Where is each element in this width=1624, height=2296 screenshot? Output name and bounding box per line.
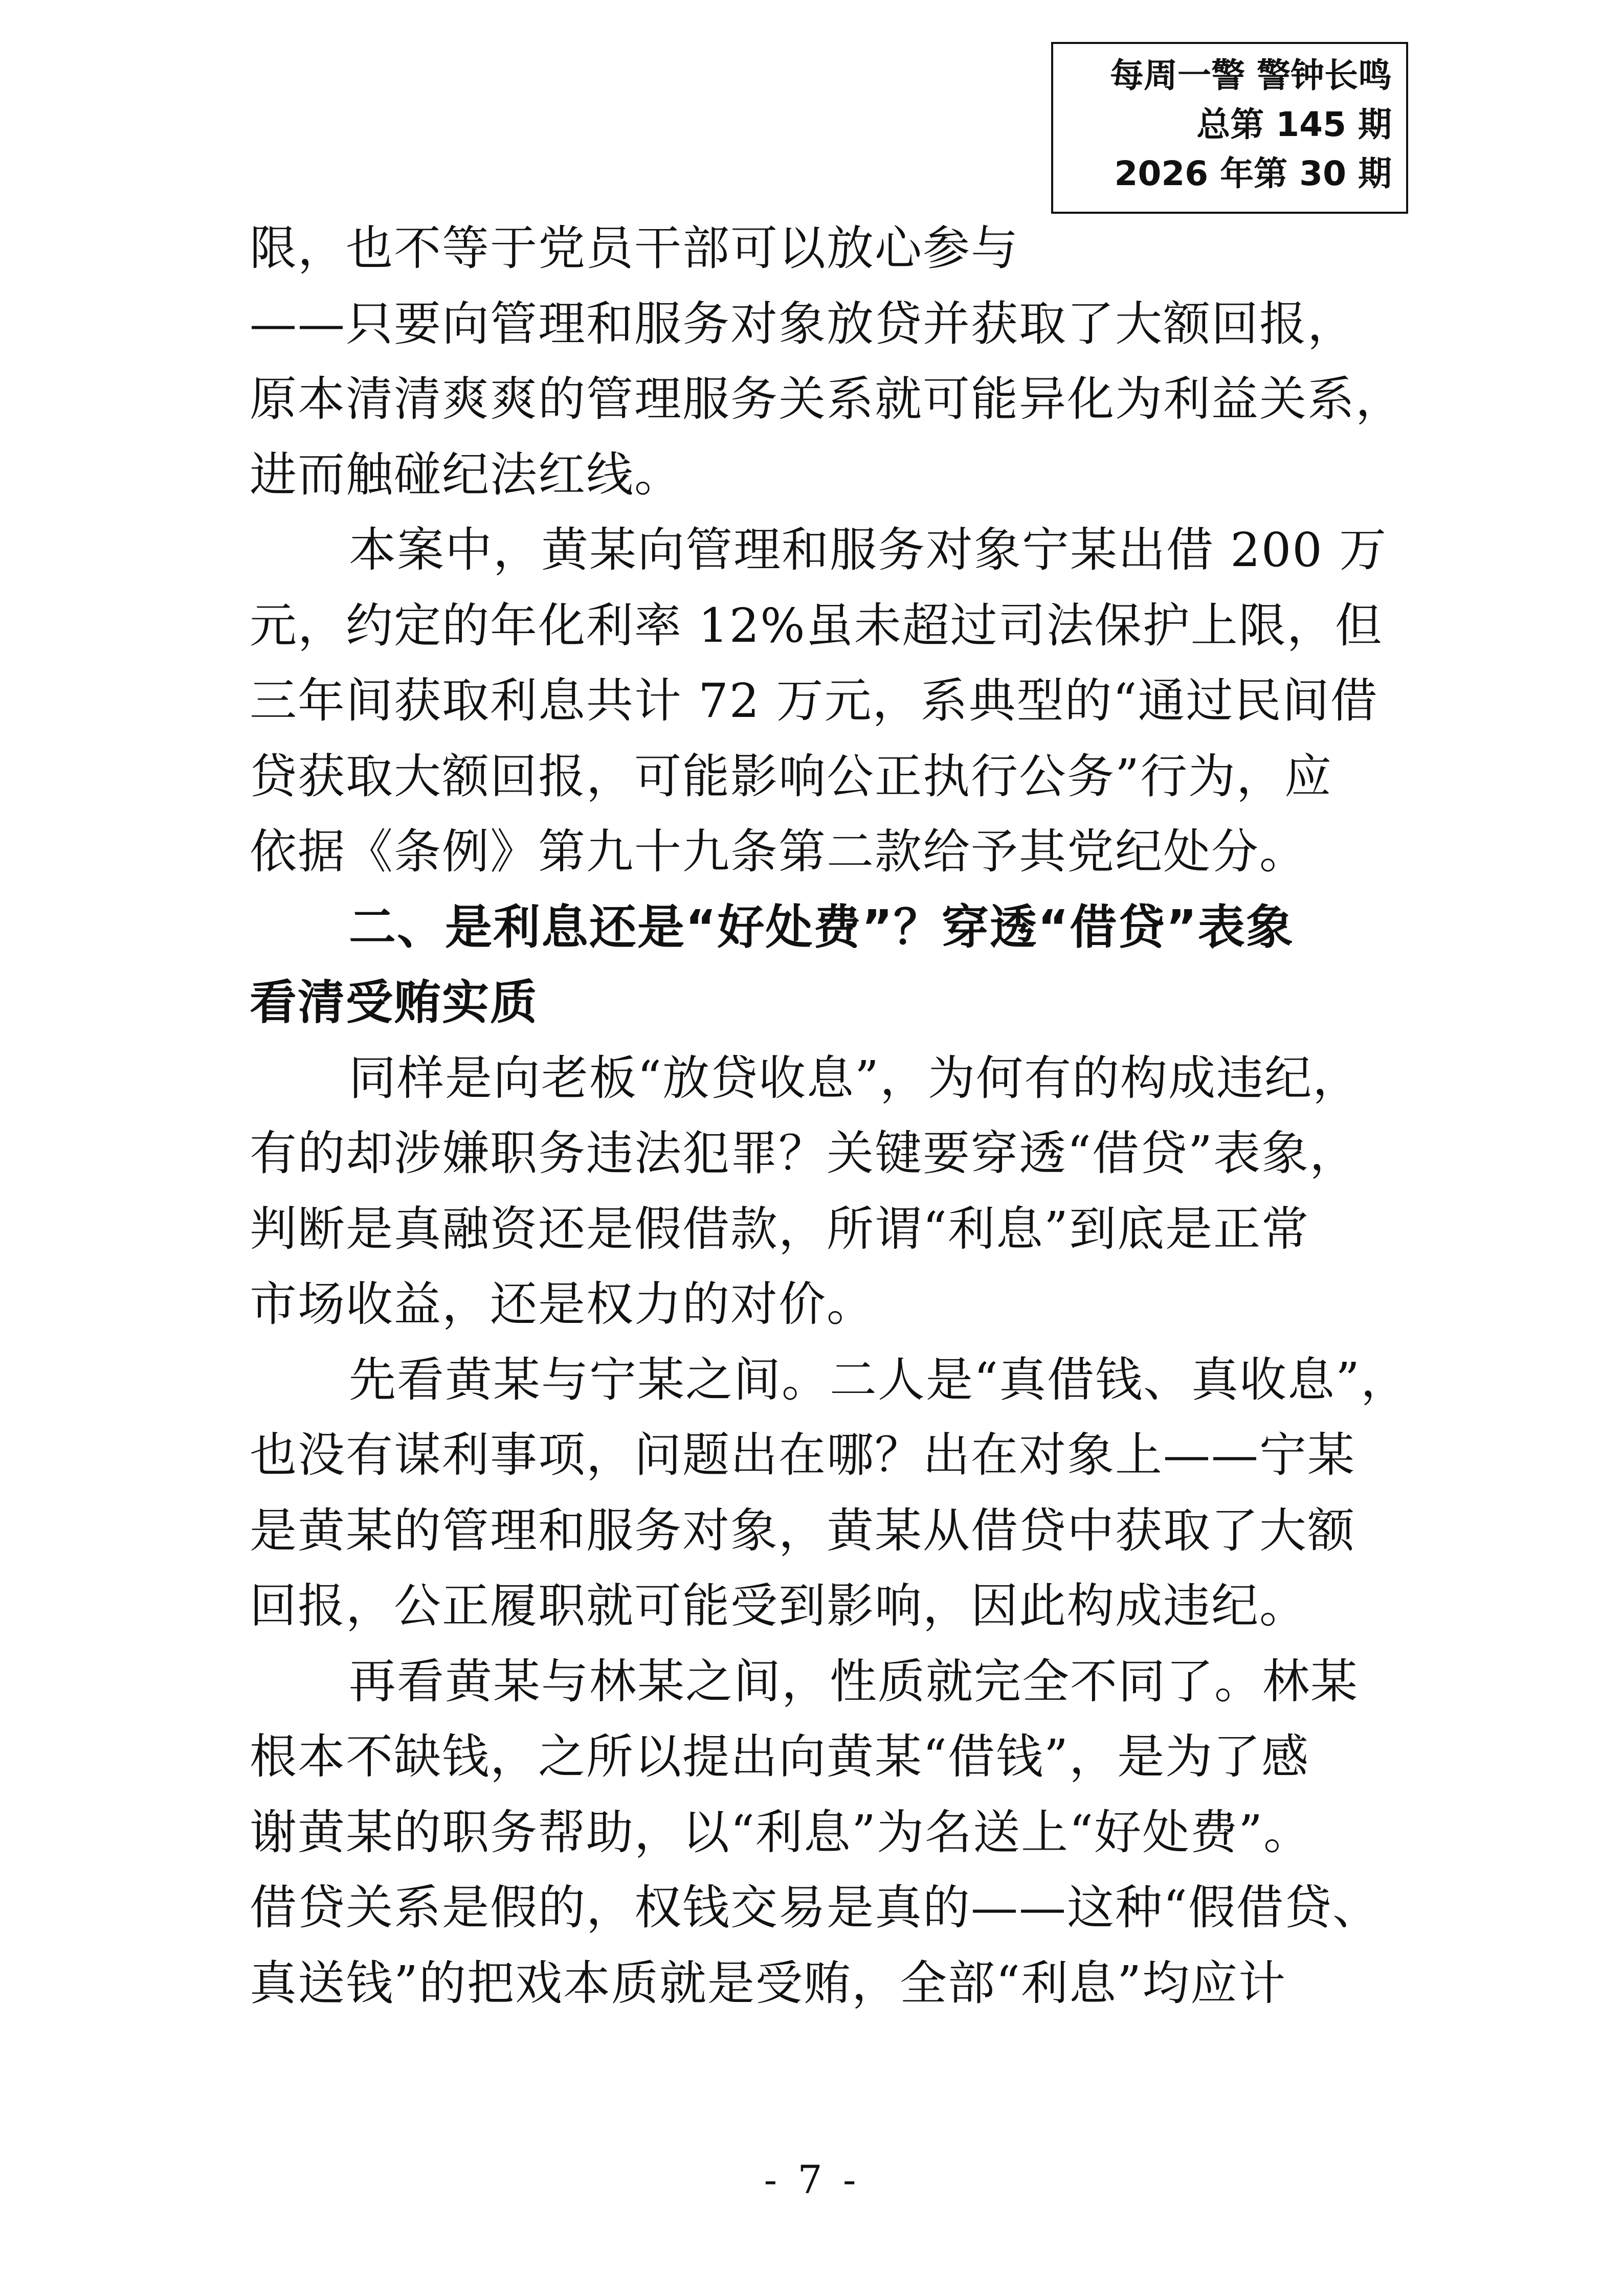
text-line: 是黄某的管理和服务对象，黄某从借贷中获取了大额 [250, 1503, 1356, 1558]
text-line: 进而触碰纪法红线。 [250, 447, 683, 502]
text-line: 谢黄某的职务帮助，以“利息”为名送上“好处费”。 [250, 1805, 1312, 1860]
text-line: 市场收益，还是权力的对价。 [250, 1277, 875, 1332]
text-line: 判断是真融资还是假借款，所谓“利息”到底是正常 [250, 1201, 1310, 1256]
text-line: 也没有谋利事项，问题出在哪？出在对象上——宁某 [250, 1428, 1356, 1482]
year-issue-number: 2026 年第 30 期 [1114, 154, 1392, 193]
paragraph-start: 同样是向老板“放贷收息”，为何有的构成违纪， [349, 1050, 1361, 1106]
paragraph-start: 本案中，黄某向管理和服务对象宁某出借 200 万 [349, 523, 1388, 577]
text-line: 根本不缺钱，之所以提出向黄某“借钱”，是为了感 [250, 1729, 1310, 1784]
issue-info-box [1051, 42, 1408, 214]
text-line: 回报，公正履职就可能受到影响，因此构成违纪。 [250, 1579, 1308, 1633]
page-number: - 7 - [764, 2157, 860, 2202]
text-line: ——只要向管理和服务对象放贷并获取了大额回报， [250, 296, 1356, 351]
text-line: 依据《条例》第九十九条第二款给予其党纪处分。 [250, 824, 1308, 879]
paragraph-start: 先看黄某与宁某之间。二人是“真借钱、真收息”， [349, 1352, 1409, 1407]
section-heading-continued: 看清受贿实质 [250, 975, 539, 1030]
text-line: 原本清清爽爽的管理服务关系就可能异化为利益关系， [250, 372, 1404, 426]
text-line: 真送钱”的把戏本质就是受贿，全部“利息”均应计 [250, 1955, 1287, 2011]
total-issue-number: 总第 145 期 [1196, 105, 1392, 144]
section-heading: 二、是利息还是“好处费”？穿透“借贷”表象 [349, 899, 1294, 955]
article-body [250, 211, 1409, 2021]
text-line: 元，约定的年化利率 12%虽未超过司法保护上限，但 [250, 598, 1383, 653]
text-line: 有的却涉嫌职务违法犯罪？关键要穿透“借贷”表象， [250, 1126, 1358, 1181]
text-line: 限，也不等于党员干部可以放心参与 [250, 221, 1019, 276]
text-line: 借贷关系是假的，权钱交易是真的——这种“假借贷、 [250, 1880, 1381, 1935]
bulletin-slogan: 每周一警 警钟长鸣 [1110, 56, 1392, 95]
paragraph-start: 再看黄某与林某之间，性质就完全不同了。林某 [349, 1654, 1359, 1709]
text-line: 贷获取大额回报，可能影响公正执行公务”行为，应 [250, 749, 1333, 804]
text-line: 三年间获取利息共计 72 万元，系典型的“通过民间借 [250, 673, 1378, 728]
